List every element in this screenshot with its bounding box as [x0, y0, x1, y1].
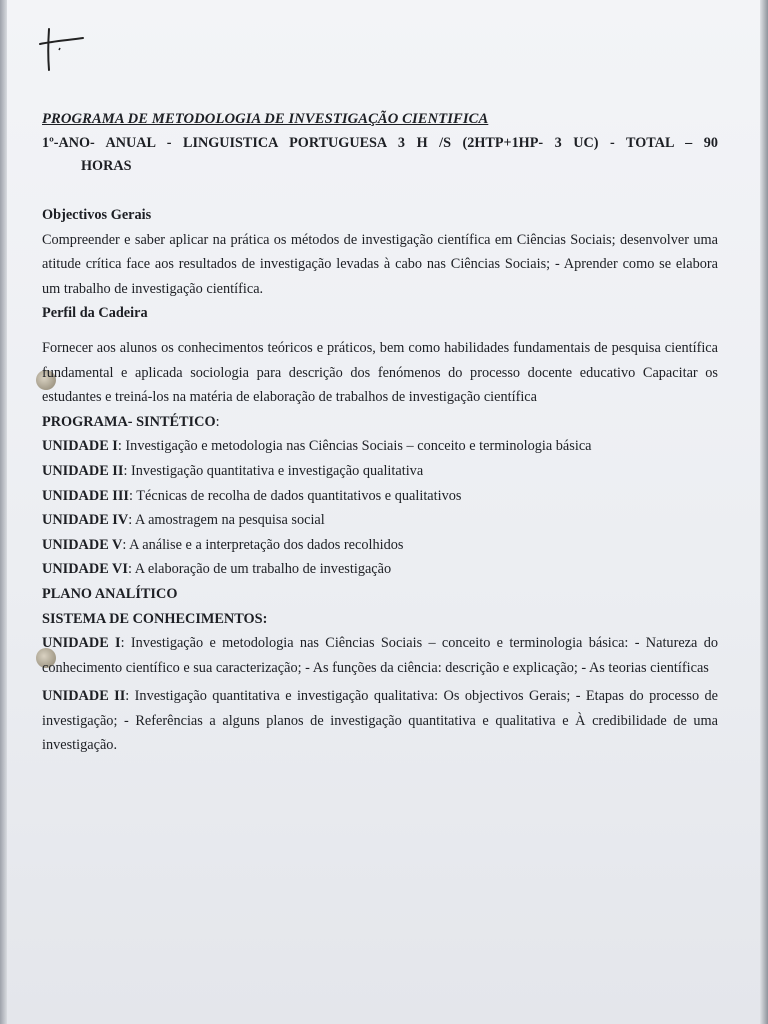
analytic-heading: PLANO ANALÍTICO — [42, 585, 178, 602]
objectives-heading: Objectivos Gerais — [42, 207, 152, 223]
list-item: UNIDADE V: A análise e a interpretação dos dados recolhidos — [42, 536, 404, 553]
unit-label: UNIDADE I — [42, 438, 118, 455]
analytic-subheading: SISTEMA DE CONHECIMENTOS: — [42, 610, 268, 627]
document-body — [42, 108, 718, 758]
unit-text: A amostragem na pesquisa social — [134, 512, 325, 529]
unit-text: Investigação e metodologia nas Ciências Sociais – conceito e terminologia básica: - Natureza do conhecimento científico e sua caracterização; - As funções da ciência: descrição e explicação; - As teorias científicas — [42, 635, 718, 676]
unit-label: UNIDADE IV — [42, 512, 129, 529]
unit-label: UNIDADE III — [42, 487, 129, 504]
page-left-edge — [0, 0, 7, 1024]
list-item: UNIDADE III: Técnicas de recolha de dados quantitativos e qualitativos — [42, 487, 462, 504]
unit-label: UNIDADE VI — [42, 561, 128, 578]
analytic-unit-2: UNIDADE II: Investigação quantitativa e investigação qualitativa: Os objectivos Gerais; - Etapas do processo de investigação; - Referências a alguns planos de investigação quantitativa e qualitativa e À credibilidade de uma investigação. — [42, 688, 719, 754]
unit-text: A elaboração de um trabalho de investigação — [134, 561, 392, 578]
list-item: UNIDADE IV: A amostragem na pesquisa social — [42, 512, 325, 529]
unit-text: A análise e a interpretação dos dados recolhidos — [129, 536, 404, 553]
synthetic-units-list — [42, 434, 718, 582]
unit-text: Investigação e metodologia nas Ciências Sociais – conceito e terminologia básica — [125, 438, 592, 455]
list-item: UNIDADE I: Investigação e metodologia nas Ciências Sociais – conceito e terminologia básica — [42, 438, 592, 455]
course-line-1: 1º-ANO- ANUAL - LINGUISTICA PORTUGUESA 3 H /S (2HTP+1HP- 3 UC) - TOTAL – 90 — [42, 135, 718, 151]
handwritten-cross-mark — [36, 26, 86, 72]
document-title: PROGRAMA DE METODOLOGIA DE INVESTIGAÇÃO CIENTIFICA — [42, 111, 489, 127]
course-header — [42, 132, 718, 178]
profile-text: Fornecer aos alunos os conhecimentos teóricos e práticos, bem como habilidades fundamentais de pesquisa científica fundamental e aplicada sociologia para descrição dos fenómenos do processo docente educativo Capacitar os estudantes e treiná-los na matéria de elaboração de trabalhos de investigação científica — [42, 339, 718, 406]
profile-heading: Perfil da Cadeira — [42, 305, 148, 322]
page-right-edge — [760, 0, 768, 1024]
unit-label: UNIDADE II — [42, 462, 124, 479]
unit-text: Investigação quantitativa e investigação qualitativa: Os objectivos Gerais; - Etapas do processo de investigação; - Referências a alguns planos de investigação quantitativa e qualitativa e À credibilidade de uma investigação. — [42, 688, 719, 754]
synthetic-heading: PROGRAMA- SINTÉTICO — [42, 413, 216, 430]
unit-text: Técnicas de recolha de dados quantitativos e qualitativos — [136, 487, 462, 504]
unit-text: Investigação quantitativa e investigação qualitativa — [130, 462, 424, 479]
synthetic-heading-line: PROGRAMA- SINTÉTICO: — [42, 413, 220, 430]
objectives-text: Compreender e saber aplicar na prática os métodos de investigação científica em Ciências Sociais; desenvolver uma atitude crítica face aos resultados de investigação levadas à cabo nas Ciências Sociais; - Aprender como se elabora um trabalho de investigação científica. — [42, 231, 718, 297]
unit-label: UNIDADE I — [42, 635, 121, 652]
unit-label: UNIDADE II — [42, 688, 126, 705]
analytic-unit-1: UNIDADE I: Investigação e metodologia nas Ciências Sociais – conceito e terminologia básica: - Natureza do conhecimento científico e sua caracterização; - As funções da ciência: descrição e explicação; - As teorias científicas — [42, 635, 718, 676]
unit-label: UNIDADE V — [42, 536, 123, 553]
list-item: UNIDADE II: Investigação quantitativa e investigação qualitativa — [42, 462, 424, 479]
list-item: UNIDADE VI: A elaboração de um trabalho de investigação — [42, 561, 392, 578]
course-line-2: HORAS — [81, 158, 132, 174]
